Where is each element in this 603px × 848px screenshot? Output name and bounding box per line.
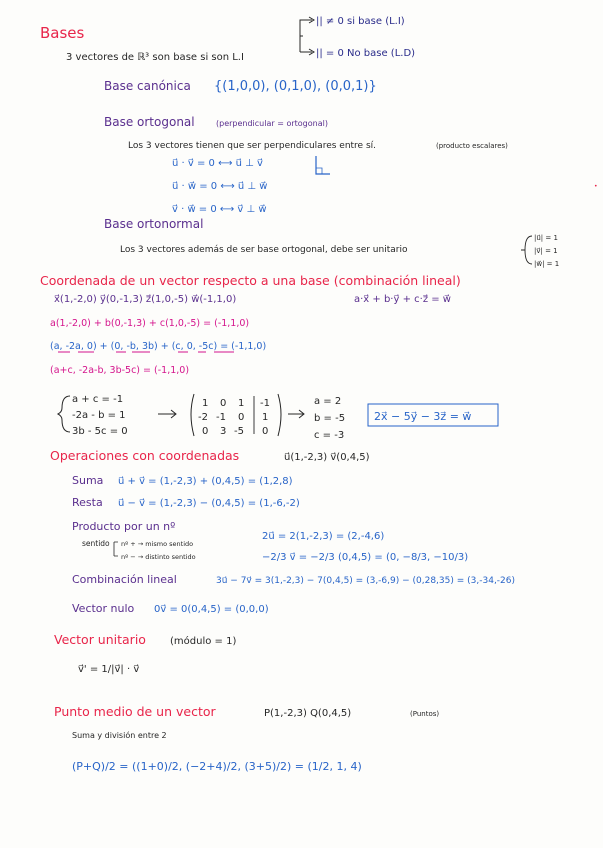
matrix-cell: -5 [234,426,244,437]
product-vw: v⃗ · w⃗ = 0 ⟷ v⃗ ⊥ w⃗ [172,204,267,215]
matrix-cell: 1 [202,398,209,409]
system-arrow-1-icon [158,410,176,418]
bases-heading: Bases [40,24,85,42]
bases-intro: 3 vectores de ℝ³ son base si son L.I [66,52,244,63]
matrix-cell: 0 [238,412,245,423]
suma-label: Suma [72,474,104,487]
producto-sentido: sentido [82,539,110,548]
matrix-cell: 1 [262,412,269,423]
orthogonal-products [172,158,267,215]
matrix-cell: 3 [220,426,227,437]
punto-medio-sub: Suma y división entre 2 [72,731,167,740]
matrix-cell: 0 [202,426,209,437]
system-eq-1: a + c = -1 [72,394,124,405]
base-canonica-label: Base canónica [104,79,191,93]
resta-expr: u⃗ − v⃗ = (1,-2,3) − (0,4,5) = (1,-6,-2) [118,498,300,509]
unit-conditions [521,234,559,268]
resta-label: Resta [72,496,103,509]
punto-medio-heading: Punto medio de un vector [54,704,216,719]
producto-negative: nº − → distinto sentido [121,553,196,561]
punto-medio-points-note: (Puntos) [410,710,440,718]
unitario-formula: v⃗' = 1/|v⃗| · v⃗ [78,664,140,675]
solution-a: a = 2 [314,396,342,407]
matrix-cell: 0 [262,426,269,437]
punto-medio-points: P(1,-2,3) Q(0,4,5) [264,708,352,719]
unitario-note: (módulo = 1) [170,636,237,647]
base-ortogonal-label: Base ortogonal [104,115,195,129]
combinacion-expr: 3u⃗ − 7v⃗ = 3(1,-2,3) − 7(0,4,5) = (3,-6,9) − (0,28,35) = (3,-34,-26) [216,576,516,586]
coordenada-eq3: (a+c, -2a-b, 3b-5c) = (-1,1,0) [50,365,190,376]
solution-b: b = -5 [314,413,346,424]
base-ortogonal-desc-note: (producto escalares) [436,142,508,150]
determinant-zero: || = 0 No base (L.D) [316,48,416,59]
determinant-criteria [300,16,415,59]
system-arrow-2-icon [288,410,304,418]
coordenada-eq1: a(1,-2,0) + b(0,-1,3) + c(1,0,-5) = (-1,1,0) [50,318,250,329]
base-ortonormal-label: Base ortonormal [104,217,204,231]
unit-condition-v: |v⃗| = 1 [534,247,558,255]
system-eq-3: 3b - 5c = 0 [72,426,128,437]
coordenada-combo: a·x⃗ + b·y⃗ + c·z⃗ = w⃗ [354,294,451,305]
base-canonica-value: {(1,0,0), (0,1,0), (0,0,1)} [214,79,377,94]
product-uw: u⃗ · w⃗ = 0 ⟷ u⃗ ⊥ w⃗ [172,181,268,192]
operaciones-vectors: u⃗(1,-2,3) v⃗(0,4,5) [284,452,370,463]
coordenada-eq2: (a, -2a, 0) + (0, -b, 3b) + (c, 0, -5c) = (-1,1,0) [50,341,267,352]
matrix-cell: -1 [260,398,270,409]
coordenada-vectors: x⃗(1,-2,0) y⃗(0,-1,3) z⃗(1,0,-5) w⃗(-1,1,0) [54,294,237,305]
base-ortogonal-desc: Los 3 vectores tienen que ser perpendiculares entre sí. [128,141,377,151]
matrix-cell: 1 [238,398,245,409]
stray-mark: • [594,183,598,190]
base-ortogonal-note: (perpendicular = ortogonal) [216,119,328,128]
matrix-cell: -2 [198,412,208,423]
producto-positive: nº + → mismo sentido [121,540,194,548]
determinant-nonzero: || ≠ 0 si base (L.I) [316,16,405,27]
coordenada-result: 2x⃗ − 5y⃗ − 3z⃗ = w⃗ [374,410,472,423]
producto-example-2: −2/3 v⃗ = −2/3 (0,4,5) = (0, −8/3, −10/3) [262,552,469,563]
equation-system [58,394,128,437]
combinacion-label: Combinación lineal [72,573,177,586]
unitario-heading: Vector unitario [54,632,146,647]
suma-expr: u⃗ + v⃗ = (1,-2,3) + (0,4,5) = (1,2,8) [118,476,293,487]
matrix-cell: 0 [220,398,227,409]
producto-label: Producto por un nº [72,520,176,533]
system-solution [314,396,345,441]
base-ortonormal-desc: Los 3 vectores además de ser base ortogonal, debe ser unitario [120,245,408,255]
punto-medio-formula: (P+Q)/2 = ((1+0)/2, (−2+4)/2, (3+5)/2) = (1/2, 1, 4) [72,760,362,773]
product-uv: u⃗ · v⃗ = 0 ⟷ u⃗ ⊥ v⃗ [172,158,263,169]
unit-condition-w: |w⃗| = 1 [534,260,560,268]
nulo-label: Vector nulo [72,602,135,615]
augmented-matrix [191,394,281,437]
sentido-bracket [114,542,118,556]
solution-c: c = -3 [314,430,345,441]
producto-example-1: 2u⃗ = 2(1,-2,3) = (2,-4,6) [262,531,385,542]
matrix-cell: -1 [216,412,226,423]
unit-condition-u: |u⃗| = 1 [534,234,558,242]
nulo-expr: 0v⃗ = 0(0,4,5) = (0,0,0) [154,604,269,615]
perpendicular-sketch-icon [316,156,330,174]
coordenada-heading: Coordenada de un vector respecto a una base (combinación lineal) [40,273,461,288]
operaciones-heading: Operaciones con coordenadas [50,448,240,463]
system-eq-2: -2a - b = 1 [72,410,126,421]
